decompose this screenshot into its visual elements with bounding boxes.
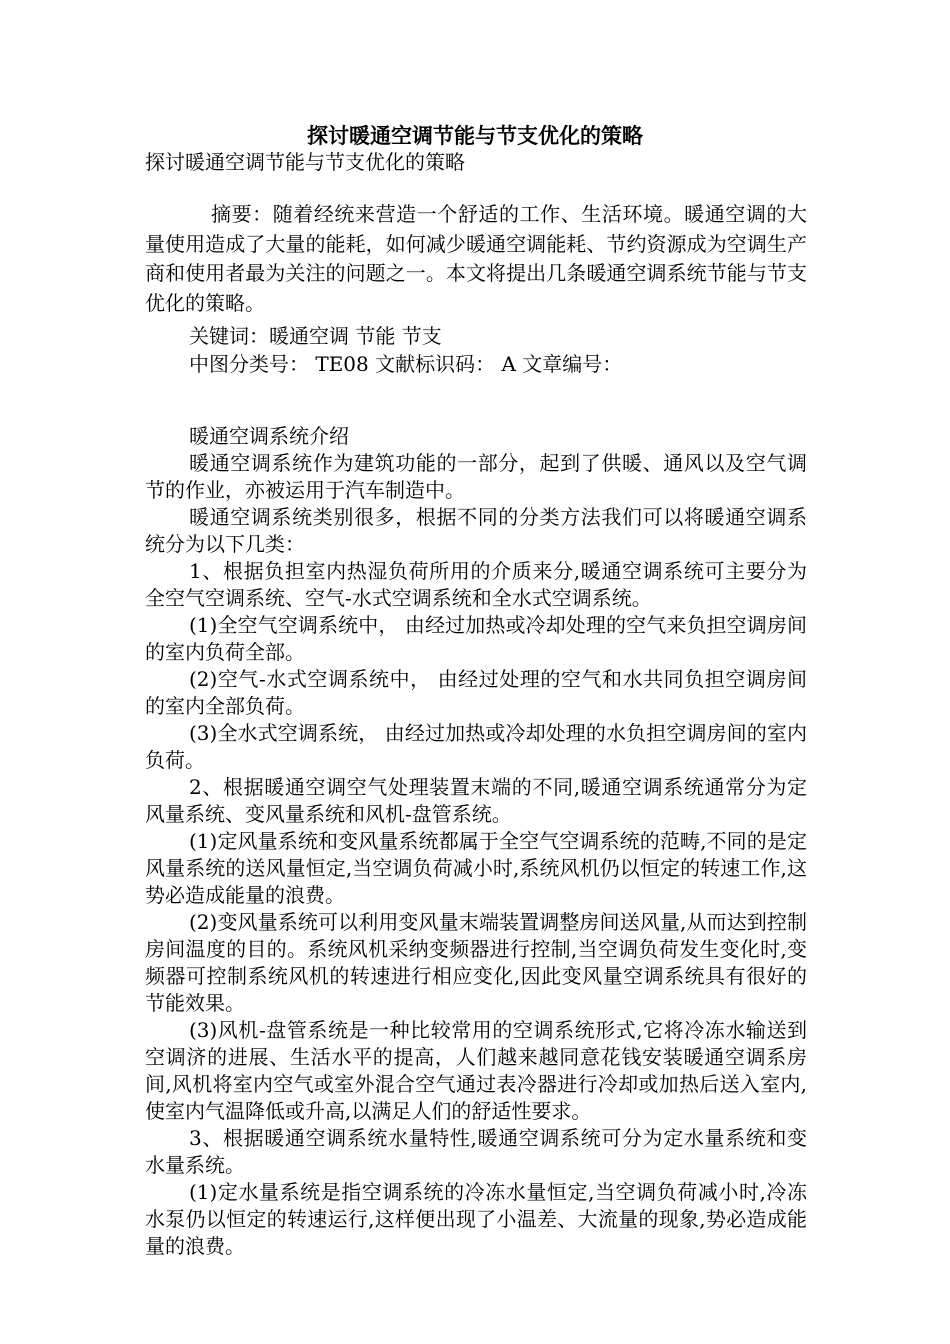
body-paragraph: 1、根据负担室内热湿负荷所用的介质来分,暖通空调系统可主要分为全空气空调系统、空气-水式空调系统和全水式空调系统。	[145, 559, 807, 610]
document-subtitle: 探讨暖通空调节能与节支优化的策略	[145, 150, 465, 174]
body-paragraph: (1)定水量系统是指空调系统的冷冻水量恒定,当空调负荷减小时,冷冻水泵仍以恒定的转速运行,这样便出现了小温差、大流量的现象,势必造成能量的浪费。	[145, 1180, 807, 1258]
body-paragraph: (3)风机-盘管系统是一种比较常用的空调系统形式,它将冷冻水输送到空调济的进展、生活水平的提高，人们越来越同意花钱安装暖通空调系房间,风机将室内空气或室外混合空气通过表冷器进行冷却或加热后送入室内,使室内气温降低或升高,以满足人们的舒适性要求。	[145, 1018, 807, 1123]
body-paragraph: 3、根据暖通空调系统水量特性,暖通空调系统可分为定水量系统和变水量系统。	[145, 1126, 807, 1177]
classification-line: 中图分类号： TE08 文献标识码： A 文章编号：	[189, 352, 623, 376]
body-paragraph: (1)定风量系统和变风量系统都属于全空气空调系统的范畴,不同的是定风量系统的送风量恒定,当空调负荷减小时,系统风机仍以恒定的转速工作,这势必造成能量的浪费。	[145, 829, 807, 907]
body-paragraph: (1)全空气空调系统中， 由经过加热或冷却处理的空气来负担空调房间的室内负荷全部。	[145, 613, 807, 664]
body-paragraph: 暖通空调系统类别很多，根据不同的分类方法我们可以将暖通空调系统分为以下几类：	[145, 505, 807, 556]
section-heading: 暖通空调系统介绍	[189, 424, 349, 448]
body-paragraph: (2)变风量系统可以利用变风量末端装置调整房间送风量,从而达到控制房间温度的目的。系统风机采纳变频器进行控制,当空调负荷发生变化时,变频器可控制系统风机的转速进行相应变化,因此变风量空调系统具有很好的节能效果。	[145, 910, 807, 1015]
keywords-block	[145, 322, 807, 378]
body-paragraph: (2)空气-水式空调系统中， 由经过处理的空气和水共同负担空调房间的室内全部负荷。	[145, 667, 807, 718]
abstract-paragraph: 摘要：随着经统来营造一个舒适的工作、生活环境。暖通空调的大量使用造成了大量的能耗，如何减少暖通空调能耗、节约资源成为空调生产商和使用者最为关注的问题之一。本文将提出几条暖通空调系统节能与节支优化的策略。	[145, 202, 807, 315]
body-section	[145, 423, 807, 1260]
keywords-line: 关键词：暖通空调 节能 节支	[189, 324, 442, 348]
document-title: 探讨暖通空调节能与节支优化的策略	[307, 123, 643, 148]
body-paragraph: 暖通空调系统作为建筑功能的一部分，起到了供暖、通风以及空气调节的作业，亦被运用于汽车制造中。	[145, 451, 807, 502]
body-paragraph: 2、根据暖通空调空气处理装置末端的不同,暖通空调系统通常分为定风量系统、变风量系统和风机-盘管系统。	[145, 775, 807, 826]
body-paragraph: (3)全水式空调系统， 由经过加热或冷却处理的水负担空调房间的室内负荷。	[145, 721, 807, 772]
